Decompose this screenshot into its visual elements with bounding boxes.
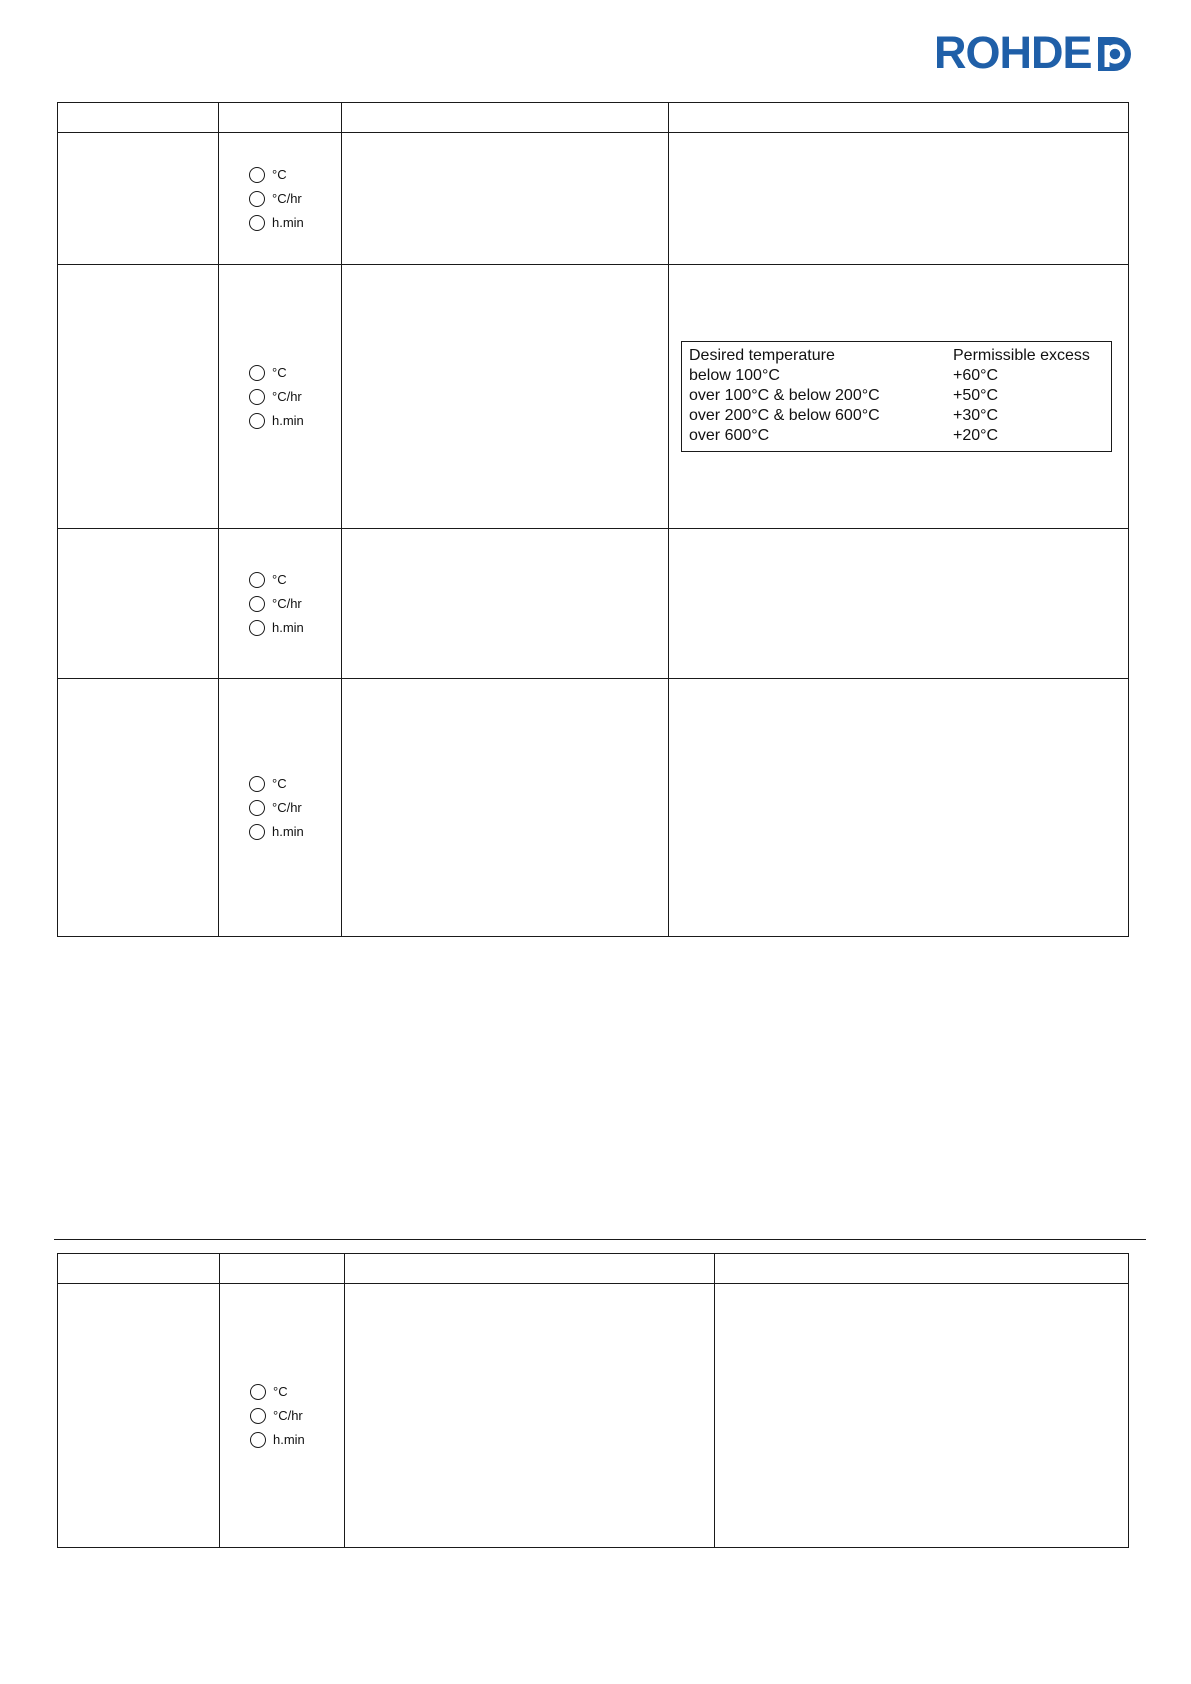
unit-options [219, 775, 341, 841]
unit-label: °C/hr [272, 190, 302, 206]
logo-text: ROHDE [934, 27, 1092, 78]
header-cell [58, 103, 219, 133]
unit-label: °C/hr [272, 388, 302, 404]
radio-circle-icon[interactable] [250, 1408, 266, 1424]
radio-circle-icon[interactable] [249, 167, 265, 183]
excess-header-row [689, 346, 1103, 366]
desired-temperature: over 100°C & below 200°C [689, 387, 880, 404]
unit-option-time[interactable] [249, 823, 341, 841]
row-label-cell [58, 679, 219, 937]
unit-option-celsius[interactable] [250, 1383, 344, 1401]
table-row [58, 679, 1129, 937]
unit-cell [219, 265, 342, 529]
unit-option-time[interactable] [249, 214, 341, 232]
unit-label: °C/hr [273, 1407, 303, 1423]
unit-label: °C [272, 571, 287, 587]
unit-option-time[interactable] [249, 619, 341, 637]
unit-option-rate[interactable] [249, 595, 341, 613]
unit-label: h.min [272, 412, 304, 428]
unit-option-time[interactable] [249, 412, 341, 430]
unit-options [219, 166, 341, 232]
description-cell [342, 265, 669, 529]
excess-row [689, 386, 1103, 406]
radio-circle-icon[interactable] [249, 191, 265, 207]
unit-label: h.min [273, 1431, 305, 1447]
unit-option-rate[interactable] [249, 388, 341, 406]
unit-option-rate[interactable] [250, 1407, 344, 1425]
table-header-row [58, 103, 1129, 133]
radio-circle-icon[interactable] [249, 800, 265, 816]
unit-label: °C/hr [272, 799, 302, 815]
unit-cell [220, 1284, 345, 1548]
radio-circle-icon[interactable] [249, 824, 265, 840]
table-row [58, 265, 1129, 529]
permissible-excess-header: Permissible excess [953, 347, 1090, 364]
program-table-lower [57, 1253, 1129, 1548]
header-cell [58, 1254, 220, 1284]
desired-temperature: over 200°C & below 600°C [689, 407, 880, 424]
radio-circle-icon[interactable] [249, 620, 265, 636]
unit-options [219, 364, 341, 430]
table-row [58, 529, 1129, 679]
permissible-excess: +20°C [953, 427, 999, 444]
unit-option-rate[interactable] [249, 799, 341, 817]
desired-temperature: below 100°C [689, 367, 780, 384]
row-label-cell [58, 133, 219, 265]
row-label-cell [58, 529, 219, 679]
table-header-row [58, 1254, 1129, 1284]
radio-circle-icon[interactable] [249, 389, 265, 405]
program-table-upper [57, 102, 1129, 937]
radio-circle-icon[interactable] [250, 1384, 266, 1400]
unit-options [219, 571, 341, 637]
header-cell [715, 1254, 1129, 1284]
unit-label: °C [272, 364, 287, 380]
unit-label: h.min [272, 619, 304, 635]
logo-mark-icon [1094, 31, 1136, 76]
unit-label: °C/hr [272, 595, 302, 611]
row-label-cell [58, 265, 219, 529]
unit-label: h.min [272, 823, 304, 839]
unit-option-celsius[interactable] [249, 571, 341, 589]
notes-cell [715, 1284, 1129, 1548]
header-cell [669, 103, 1129, 133]
radio-circle-icon[interactable] [249, 413, 265, 429]
desired-temperature: over 600°C [689, 427, 770, 444]
unit-label: h.min [272, 214, 304, 230]
description-cell [342, 133, 669, 265]
description-cell [345, 1284, 715, 1548]
unit-cell [219, 679, 342, 937]
unit-option-rate[interactable] [249, 190, 341, 208]
permissible-excess: +50°C [953, 387, 999, 404]
radio-circle-icon[interactable] [249, 215, 265, 231]
notes-cell [669, 133, 1129, 265]
unit-option-celsius[interactable] [249, 166, 341, 184]
rohde-logo [934, 28, 1144, 78]
notes-cell [669, 679, 1129, 937]
header-cell [219, 103, 342, 133]
header-cell [345, 1254, 715, 1284]
excess-row [689, 426, 1103, 446]
description-cell [342, 679, 669, 937]
unit-label: °C [272, 166, 287, 182]
unit-option-celsius[interactable] [249, 364, 341, 382]
radio-circle-icon[interactable] [249, 776, 265, 792]
radio-circle-icon[interactable] [249, 572, 265, 588]
unit-option-time[interactable] [250, 1431, 344, 1449]
unit-option-celsius[interactable] [249, 775, 341, 793]
radio-circle-icon[interactable] [250, 1432, 266, 1448]
table-row [58, 133, 1129, 265]
section-divider [54, 1239, 1146, 1240]
unit-options [220, 1383, 344, 1449]
notes-cell [669, 529, 1129, 679]
unit-label: °C [273, 1383, 288, 1399]
unit-label: °C [272, 775, 287, 791]
header-cell [220, 1254, 345, 1284]
permissible-excess-table [681, 341, 1112, 452]
notes-cell [669, 265, 1129, 529]
permissible-excess: +60°C [953, 367, 999, 384]
excess-row [689, 366, 1103, 386]
header-cell [342, 103, 669, 133]
table-row [58, 1284, 1129, 1548]
radio-circle-icon[interactable] [249, 596, 265, 612]
radio-circle-icon[interactable] [249, 365, 265, 381]
description-cell [342, 529, 669, 679]
permissible-excess: +30°C [953, 407, 999, 424]
unit-cell [219, 133, 342, 265]
unit-cell [219, 529, 342, 679]
row-label-cell [58, 1284, 220, 1548]
desired-temperature-header: Desired temperature [689, 347, 835, 364]
excess-row [689, 406, 1103, 426]
